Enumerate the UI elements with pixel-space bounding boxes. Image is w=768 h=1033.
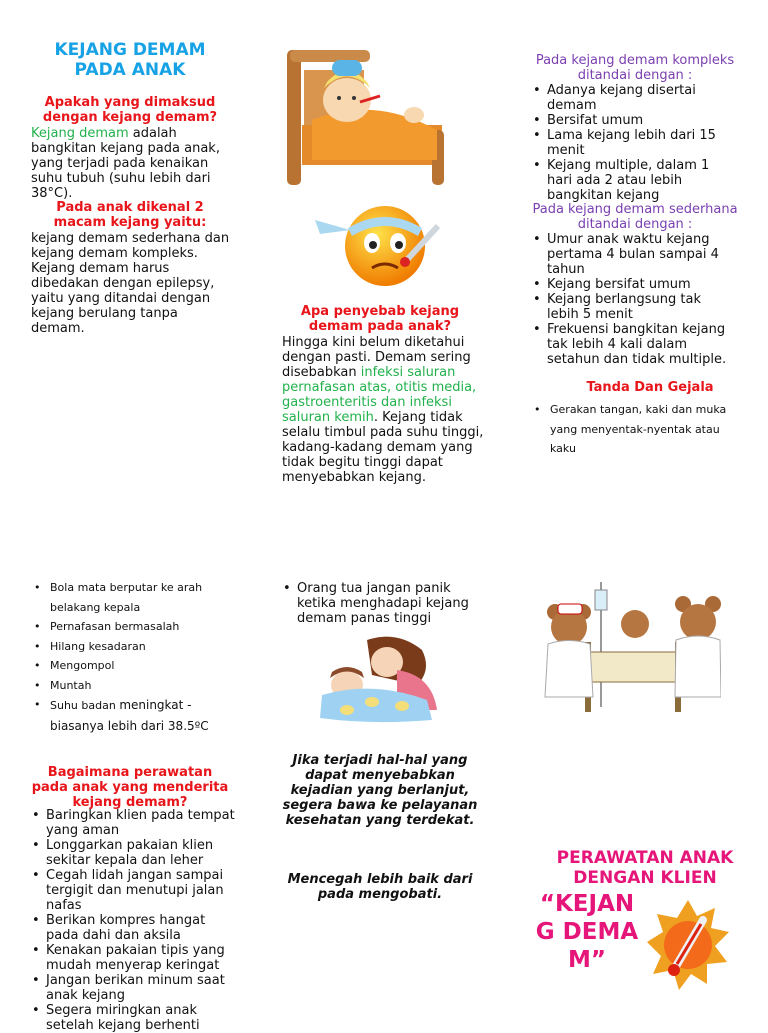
kompleks-heading: Pada kejang demam kompleks ditandai dengan : [535, 53, 735, 83]
mother-caring-child-illustration [312, 630, 442, 725]
definition-term: Kejang demam [31, 126, 129, 141]
list-item: • Pernafasan bermasalah [33, 617, 233, 637]
sick-child-in-bed-illustration [282, 40, 452, 190]
list-item: • Kejang berlangsung tak lebih 5 menit [532, 292, 727, 322]
gejala-list [33, 578, 233, 736]
list-item: • Cegah lidah jangan sampai tergigit dan menutupi jalan nafas [31, 868, 236, 913]
list-item: • Kejang multiple, dalam 1 hari ada 2 atau lebih bangkitan kejang [532, 158, 727, 203]
list-item: • Kenakan pakaian tipis yang mudah menyerap keringat [31, 943, 236, 973]
nurse-bears-illustration [543, 582, 721, 712]
list-item: • Frekuensi bangkitan kejang tak lebih 4 kali dalam setahun dan tidak multiple. [532, 322, 727, 367]
cause-paragraph [282, 335, 484, 485]
list-item: • Baringkan klien pada tempat yang aman [31, 808, 236, 838]
list-item: • Kejang bersifat umum [532, 277, 727, 292]
list-item: • Mengompol [33, 656, 233, 676]
perawatan-list [31, 808, 236, 1033]
list-item: • Lama kejang lebih dari 15 menit [532, 128, 727, 158]
list-item: • Berikan kompres hangat pada dahi dan aksila [31, 913, 236, 943]
list-item: • Hilang kesadaran [33, 637, 233, 657]
definition-paragraph [31, 126, 231, 201]
sederhana-heading: Pada kejang demam sederhana ditandai dengan : [532, 202, 738, 232]
types-paragraph: kejang demam sederhana dan kejang demam kompleks. Kejang demam harus dibedakan dengan epilepsy, yaitu yang ditandai dengan kejang berulang tanpa demam. [31, 231, 230, 336]
list-item: • Orang tua jangan panik ketika menghadapi kejang demam panas tinggi [282, 581, 477, 626]
question-definition: Apakah yang dimaksud dengan kejang demam? [42, 95, 218, 125]
list-item: • Segera miringkan anak setelah kejang berhenti [31, 1003, 236, 1033]
feverish-emoji-illustration [310, 198, 450, 288]
list-item: • Longgarkan pakaian klien sekitar kepala dan leher [31, 838, 236, 868]
tanda-list [533, 400, 733, 459]
question-perawatan: Bagaimana perawatan pada anak yang menderita kejang demam? [31, 765, 229, 810]
list-item: • Jangan berikan minum saat anak kejang [31, 973, 236, 1003]
sederhana-list [532, 232, 727, 367]
referral-note: Jika terjadi hal-hal yang dapat menyebabkan kejadian yang berlanjut, segera bawa ke pelayanan kesehatan yang terdekat. [282, 753, 478, 828]
cover-big-title: “KEJANG DEMAM” [535, 891, 639, 973]
list-item: • Bersifat umum [532, 113, 727, 128]
prevention-note: Mencegah lebih baik dari pada mengobati. [287, 872, 473, 902]
thermometer-sun-illustration [645, 898, 731, 992]
question-cause: Apa penyebab kejang demam pada anak? [300, 304, 460, 334]
suhu-label: Suhu badan [50, 699, 120, 712]
cause-text-rest: . Kejang tidak selalu timbul pada suhu tinggi, kadang-kadang demam yang tidak begitu tinggi dapat menyebabkan kejang. [282, 410, 484, 485]
list-item: • Gerakan tangan, kaki dan muka yang menyentak-nyentak atau kaku [533, 400, 733, 459]
list-item [33, 695, 233, 736]
list-item: • Umur anak waktu kejang pertama 4 bulan sampai 4 tahun [532, 232, 727, 277]
definition-text: adalah bangkitan kejang pada anak, yang terjadi pada kenaikan suhu tubuh (suhu lebih dari 38°C). [31, 126, 220, 201]
cause-text-infections: infeksi saluran pernafasan atas, otitis media, gastroenteritis dan infeksi saluran kemih [282, 365, 477, 425]
list-item: • Muntah [33, 676, 233, 696]
cause-text-intro: Hingga kini belum diketahui dengan pasti. Demam sering disebabkan [282, 335, 471, 380]
list-item: • Bola mata berputar ke arah belakang kepala [33, 578, 233, 617]
list-item: • Adanya kejang disertai demam [532, 83, 727, 113]
tanda-heading: Tanda Dan Gejala [586, 380, 714, 395]
brochure-title: KEJANG DEMAM PADA ANAK [54, 40, 206, 80]
kompleks-list [532, 83, 727, 203]
suhu-value: meningkat - biasanya lebih dari 38.5ºC [50, 698, 209, 733]
cover-title: PERAWATAN ANAK DENGAN KLIEN [556, 848, 734, 888]
parent-tip-list [282, 581, 477, 626]
question-types: Pada anak dikenal 2 macam kejang yaitu: [53, 200, 207, 230]
